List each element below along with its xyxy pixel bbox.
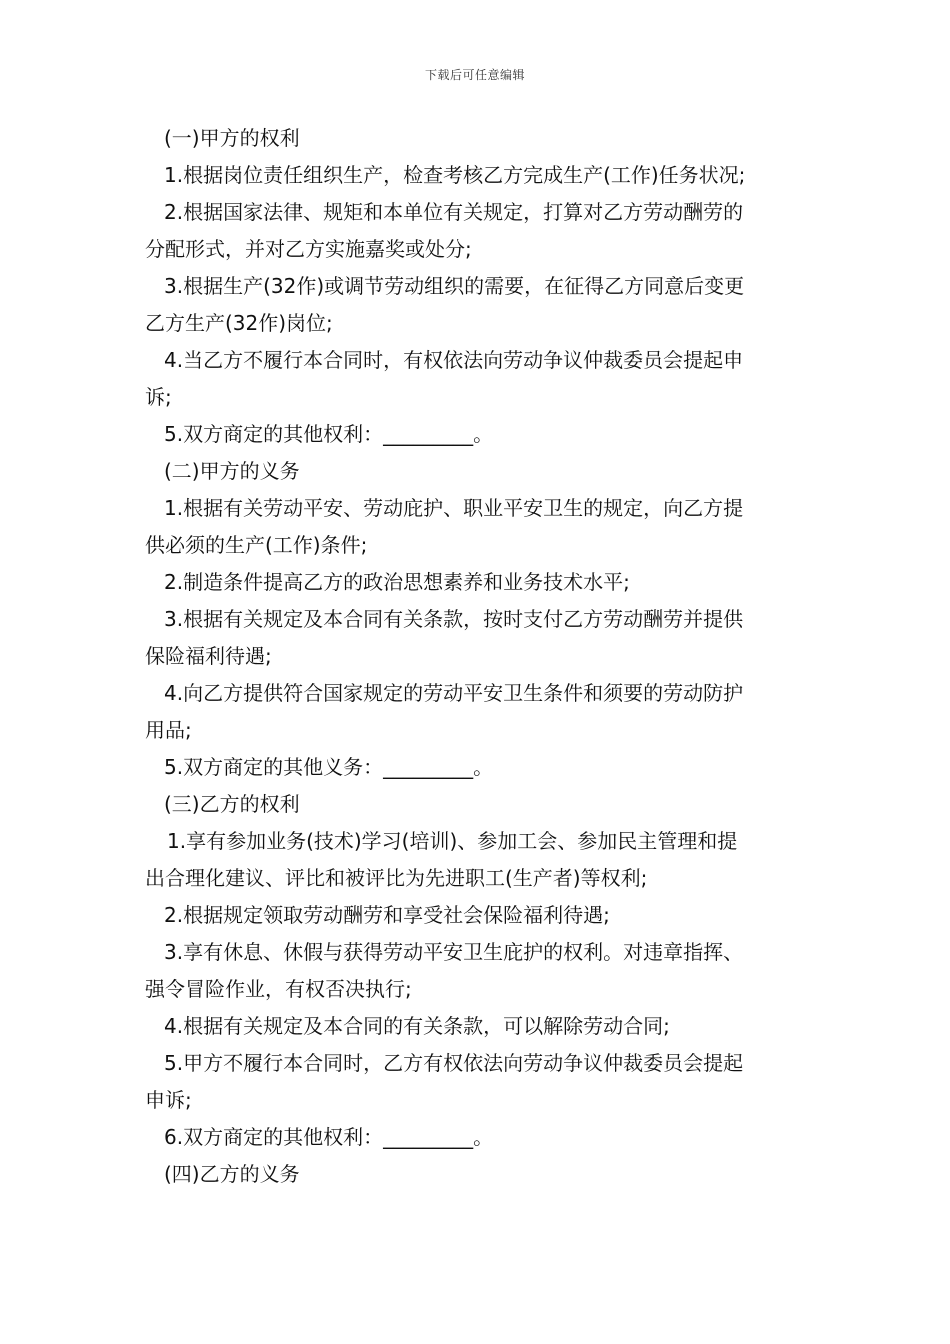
paragraph-line: 3.享有休息、休假与获得劳动平安卫生庇护的权利。对违章指挥、 bbox=[164, 940, 744, 964]
paragraph-line: 供必须的生产(工作)条件; bbox=[145, 533, 368, 557]
paragraph-line: 分配形式，并对乙方实施嘉奖或处分; bbox=[145, 237, 472, 261]
paragraph-line: 5.甲方不履行本合同时，乙方有权依法向劳动争议仲裁委员会提起 bbox=[164, 1051, 744, 1075]
paragraph-line: 2.根据规定领取劳动酬劳和享受社会保险福利待遇; bbox=[164, 903, 610, 927]
paragraph-line: 3.根据有关规定及本合同有关条款，按时支付乙方劳动酬劳并提供 bbox=[164, 607, 744, 631]
paragraph-line: 强令冒险作业，有权否决执行; bbox=[145, 977, 412, 1001]
paragraph-line: 保险福利待遇; bbox=[145, 644, 272, 668]
paragraph-line: 诉; bbox=[145, 385, 172, 409]
paragraph-line: 出合理化建议、评比和被评比为先进职工(生产者)等权利; bbox=[145, 866, 648, 890]
section-heading: (二)甲方的义务 bbox=[164, 459, 300, 483]
paragraph-line: 乙方生产(32作)岗位; bbox=[145, 311, 333, 335]
page-header: 下载后可任意编辑 bbox=[424, 68, 525, 82]
document-body bbox=[145, 120, 810, 1193]
paragraph-line: 4.当乙方不履行本合同时，有权依法向劳动争议仲裁委员会提起申 bbox=[164, 348, 744, 372]
paragraph-line: 1.享有参加业务(技术)学习(培训)、参加工会、参加民主管理和提 bbox=[167, 829, 738, 853]
paragraph-line: 1.根据有关劳动平安、劳动庇护、职业平安卫生的规定，向乙方提 bbox=[164, 496, 744, 520]
paragraph-line: 5.双方商定的其他权利：_________。 bbox=[164, 422, 494, 446]
paragraph-line: 5.双方商定的其他义务：_________。 bbox=[164, 755, 494, 779]
section-heading: (四)乙方的义务 bbox=[164, 1162, 300, 1186]
paragraph-line: 申诉; bbox=[145, 1088, 192, 1112]
paragraph-line: 3.根据生产(32作)或调节劳动组织的需要，在征得乙方同意后变更 bbox=[164, 274, 745, 298]
section-heading: (一)甲方的权利 bbox=[164, 126, 300, 150]
paragraph-line: 4.向乙方提供符合国家规定的劳动平安卫生条件和须要的劳动防护 bbox=[164, 681, 744, 705]
paragraph-line: 6.双方商定的其他权利：_________。 bbox=[164, 1125, 494, 1149]
paragraph-line: 1.根据岗位责任组织生产，检查考核乙方完成生产(工作)任务状况; bbox=[164, 163, 746, 187]
section-heading: (三)乙方的权利 bbox=[164, 792, 300, 816]
paragraph-line: 2.制造条件提高乙方的政治思想素养和业务技术水平; bbox=[164, 570, 630, 594]
paragraph-line: 4.根据有关规定及本合同的有关条款，可以解除劳动合同; bbox=[164, 1014, 670, 1038]
paragraph-line: 2.根据国家法律、规矩和本单位有关规定，打算对乙方劳动酬劳的 bbox=[164, 200, 744, 224]
paragraph-line: 用品; bbox=[145, 718, 192, 742]
